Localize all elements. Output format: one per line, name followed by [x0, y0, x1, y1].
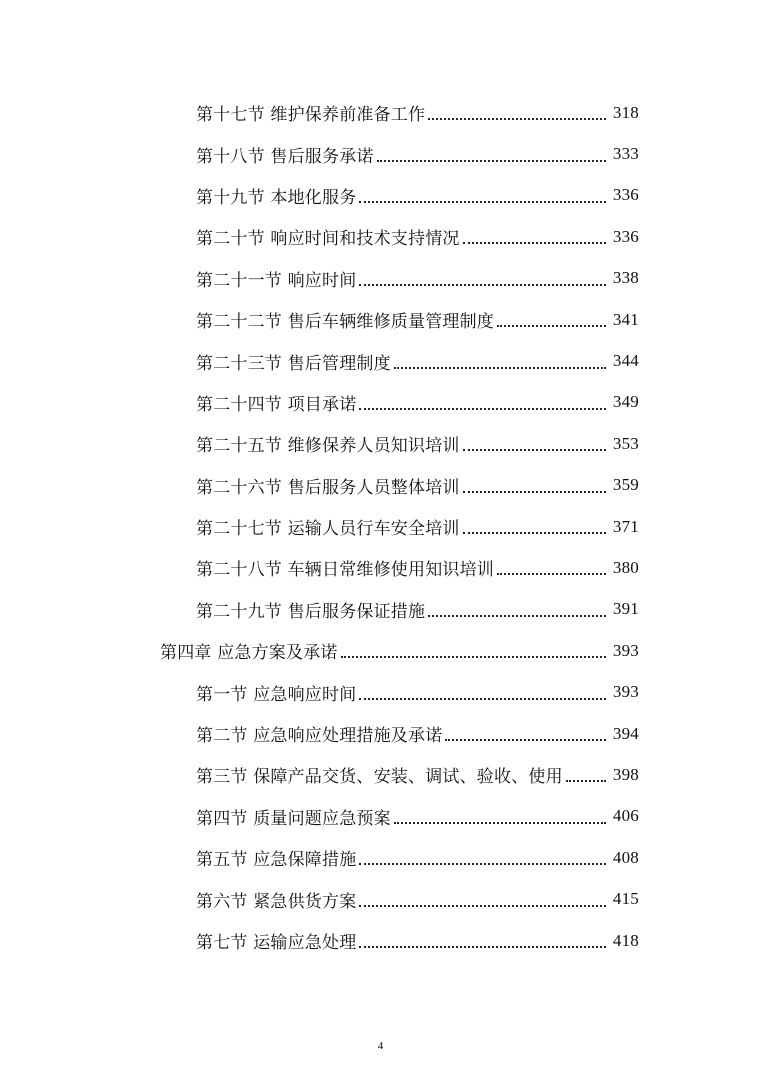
toc-entry[interactable]: [0, 216, 761, 257]
toc-chapter-entry[interactable]: [0, 630, 761, 671]
dot-leader: [341, 655, 606, 658]
toc-entry-title: 第七节 运输应急处理: [196, 933, 357, 953]
toc-entry-page: 415: [612, 889, 639, 909]
toc-entry-page: 341: [612, 309, 639, 329]
dot-leader: [566, 779, 606, 782]
toc-entry[interactable]: [0, 713, 761, 754]
toc-entry[interactable]: [0, 423, 761, 464]
dot-leader: [428, 117, 606, 120]
dot-leader: [463, 531, 606, 534]
toc-entry-title: 第二十四节 项目承诺: [196, 394, 357, 415]
toc-entry[interactable]: [0, 589, 761, 630]
dot-leader: [359, 862, 606, 865]
toc-entry-title: 第一节 应急响应时间: [196, 684, 357, 705]
dot-leader: [445, 738, 606, 741]
table-of-contents: [0, 92, 761, 961]
toc-entry-title: 第二节 应急响应处理措施及承诺: [196, 726, 443, 747]
dot-leader: [359, 200, 606, 203]
toc-entry[interactable]: [0, 133, 761, 174]
dot-leader: [497, 324, 606, 327]
toc-entry-page: 318: [612, 102, 639, 122]
dot-leader: [463, 490, 606, 493]
toc-entry-title: 第四节 质量问题应急预案: [196, 808, 391, 829]
toc-entry-page: 394: [612, 723, 639, 743]
dot-leader: [359, 407, 606, 410]
toc-entry-page: 333: [612, 144, 639, 164]
toc-entry-title: 第二十一节 响应时间: [196, 270, 357, 291]
toc-entry-page: 344: [612, 351, 639, 371]
toc-entry-title: 第二十二节 售后车辆维修质量管理制度: [196, 312, 495, 333]
toc-entry[interactable]: [0, 506, 761, 547]
toc-entry-page: 398: [612, 764, 639, 784]
dot-leader: [394, 366, 606, 369]
toc-entry[interactable]: [0, 92, 761, 133]
toc-entry[interactable]: [0, 878, 761, 919]
toc-entry-title: 第十七节 维护保养前准备工作: [196, 105, 426, 126]
toc-entry[interactable]: [0, 671, 761, 712]
toc-entry[interactable]: [0, 837, 761, 878]
toc-entry-page: 371: [612, 516, 639, 536]
toc-entry[interactable]: [0, 465, 761, 506]
dot-leader: [359, 904, 606, 907]
dot-leader: [359, 945, 606, 948]
toc-entry[interactable]: [0, 299, 761, 340]
toc-entry-title: 第十八节 售后服务承诺: [196, 146, 374, 167]
toc-entry-title: 第六节 紧急供货方案: [196, 891, 357, 912]
dot-leader: [359, 697, 606, 700]
dot-leader: [359, 283, 606, 286]
toc-entry[interactable]: [0, 382, 761, 423]
toc-entry-page: 349: [612, 392, 639, 412]
toc-entry-title: 第二十节 响应时间和技术支持情况: [196, 229, 460, 250]
toc-entry-title: 第三节 保障产品交货、安装、调试、验收、使用: [196, 767, 563, 788]
toc-entry-title: 第二十三节 售后管理制度: [196, 353, 391, 374]
dot-leader: [497, 572, 606, 575]
toc-entry-page: 391: [612, 599, 639, 619]
toc-entry-title: 第十九节 本地化服务: [196, 187, 357, 208]
dot-leader: [428, 614, 606, 617]
toc-entry[interactable]: [0, 754, 761, 795]
toc-entry-page: 336: [612, 226, 639, 246]
toc-entry-page: 393: [612, 682, 639, 702]
toc-entry-title: 第四章 应急方案及承诺: [160, 643, 338, 664]
toc-entry-page: 353: [612, 433, 639, 453]
toc-entry-page: 380: [612, 557, 639, 577]
toc-entry-page: 406: [612, 806, 639, 826]
toc-entry-page: 418: [612, 930, 639, 950]
toc-entry-title: 第二十五节 维修保养人员知识培训: [196, 436, 460, 457]
toc-entry[interactable]: [0, 258, 761, 299]
page-number: 4: [377, 1040, 384, 1052]
toc-entry[interactable]: [0, 920, 761, 961]
toc-entry-title: 第二十八节 车辆日常维修使用知识培训: [196, 560, 495, 581]
toc-entry-page: 408: [612, 847, 639, 867]
dot-leader: [377, 159, 606, 162]
toc-entry-page: 338: [612, 268, 639, 288]
toc-entry-title: 第二十九节 售后服务保证措施: [196, 601, 426, 622]
toc-entry[interactable]: [0, 340, 761, 381]
toc-entry[interactable]: [0, 175, 761, 216]
toc-entry[interactable]: [0, 547, 761, 588]
dot-leader: [463, 448, 606, 451]
dot-leader: [394, 821, 606, 824]
toc-entry-title: 第二十六节 售后服务人员整体培训: [196, 477, 460, 498]
toc-entry-page: 336: [612, 185, 639, 205]
toc-entry-page: 359: [612, 475, 639, 495]
toc-entry[interactable]: [0, 796, 761, 837]
dot-leader: [463, 241, 606, 244]
toc-entry-title: 第二十七节 运输人员行车安全培训: [196, 519, 460, 540]
toc-entry-title: 第五节 应急保障措施: [196, 850, 357, 871]
toc-entry-page: 393: [612, 640, 639, 660]
